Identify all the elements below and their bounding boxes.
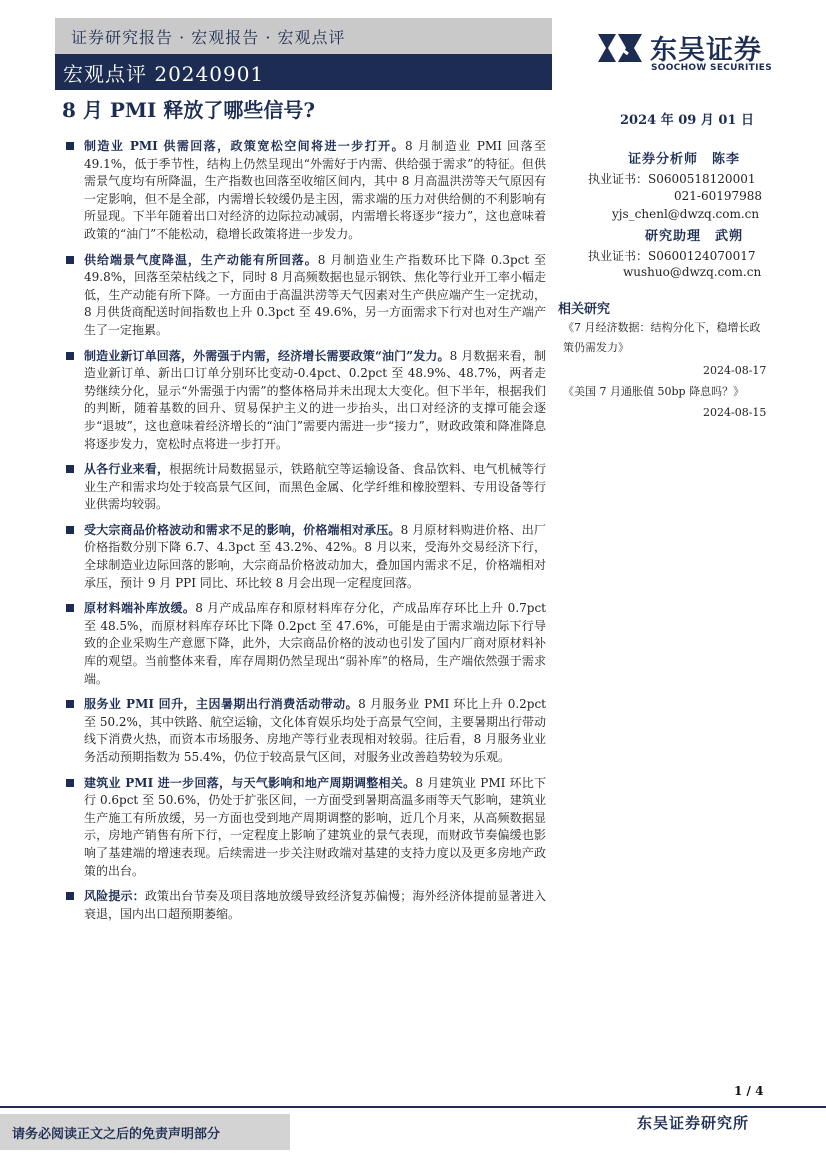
report-type: 宏观点评 20240901 [63,62,265,86]
paragraph-text: 8 月数据来看，制造业新订单、新出口订单分别环比变动-0.4pct、0.2pct 至 48.9%、48.7%，两者走势继续分化，显示“外需强于内需”的整体格局并未出现太大变化。但下半年，根据我们的判断，随着基数的回升、贸易保护主义的进一步抬头，出口对经济的支撑可能会逐步“退坡”，这也意味着经济增长的“油门”需要内需进一步“接力”，财政政策和降准降息将逐步发力，宽松时点将进一步打开。 [84,348,546,451]
analyst-name: 证券分析师 陈李 [628,152,741,167]
square-bullet-icon [66,256,74,264]
soochow-logo-icon [594,28,646,68]
page-title: 8 月 PMI 释放了哪些信号? [62,98,316,122]
summary-paragraph [66,522,546,592]
report-body [66,138,546,931]
related-research-heading: 相关研究 [558,302,611,317]
paragraph-text: 政策出台节奏及项目落地放缓导致经济复苏偏慢；海外经济体提前显著进入衰退，国内出口超预期萎缩。 [84,889,546,921]
paragraph-text: 8 月制造业 PMI 回落至 49.1%，低于季节性，结构上仍然呈现出“外需好于内需、供给强于需求”的特征。但供需景气度均有所降温，生产指数也回落至收缩区间内，其中 8 月高温洪涝等天气原因有一定影响，但不是全部，内需增长较缓仍是主因，需求端的压力对供给侧的不利影响有所显现。下半年随着出口对经济的边际拉动减弱，内需增长将逐步“接力”，这也意味着政策的“油门”不能松动，稳增长政策将进一步发力。 [84,139,547,241]
logo-name-cn: 东吴证券 [650,35,762,66]
footer-institute: 东吴证券研究所 [637,1114,750,1132]
analyst-phone: 021-60197988 [674,189,763,203]
company-logo [594,28,774,76]
paragraph-text: 8 月制造业生产指数环比下降 0.3pct 至 49.8%，回落至荣枯线之下，同时 8 月高频数据也显示钢铁、焦化等行业开工率小幅走低，生产动能有所下降。一方面由于高温洪涝等天气因素对生产供应端产生一定扰动，8 月供货商配送时间指数也上升 0.3pct 至 49.6%，另一方面需求下行对也对生产端产生了一定拖累。 [84,252,546,337]
paragraph-lead: 建筑业 PMI 进一步回落，与天气影响和地产周期调整相关。 [84,775,416,790]
analyst-license: 执业证书：S0600518120001 [588,172,756,186]
paragraph-lead: 受大宗商品价格波动和需求不足的影响，价格端相对承压。 [84,522,401,537]
square-bullet-icon [66,526,74,534]
paragraph-lead: 制造业新订单回落，外需强于内需，经济增长需要政策“油门”发力。 [84,348,450,363]
risk-warning-paragraph [66,888,546,923]
square-bullet-icon [66,779,74,787]
square-bullet-icon [66,352,74,360]
page-number: 1 / 4 [734,1084,764,1098]
related-item-date: 2024-08-15 [703,406,767,419]
paragraph-lead: 供给端景气度降温，生产动能有所回落。 [84,252,318,267]
square-bullet-icon [66,465,74,473]
assistant-license: 执业证书：S0600124070017 [588,249,756,263]
header-breadcrumb-bar [55,18,552,54]
summary-paragraph [66,252,546,340]
summary-paragraph [66,138,546,244]
footer-disclaimer-box [0,1114,290,1150]
related-item-date: 2024-08-17 [703,364,767,377]
report-date: 2024 年 09 月 01 日 [620,113,754,128]
paragraph-lead: 风险提示： [84,889,145,904]
paragraph-text: 8 月建筑业 PMI 环比下行 0.6pct 至 50.6%，仍处于扩张区间，一方面受到暑期高温多雨等天气影响，建筑业生产施工有所放缓，另一方面也受到地产周期调整的影响，近几个月来，从高频数据显示，房地产销售有所下行，一定程度上影响了建筑业的景气表现，而财政节奏偏缓也影响了基建端的增速表现。后续需进一步关注财政端对基建的支持力度以及更多房地产政策的出台。 [84,775,546,878]
square-bullet-icon [66,604,74,612]
summary-paragraph [66,600,546,688]
footer-disclaimer: 请务必阅读正文之后的免责声明部分 [12,1127,221,1142]
square-bullet-icon [66,892,74,900]
summary-paragraph [66,775,546,881]
paragraph-lead: 服务业 PMI 回升，主因暑期出行消费活动带动。 [84,697,359,712]
paragraph-lead: 制造业 PMI 供需回落，政策宽松空间将进一步打开。 [84,139,406,153]
square-bullet-icon [66,700,74,708]
paragraph-text: 根据统计局数据显示，铁路航空等运输设备、食品饮料、电气机械等行业生产和需求均处于较高景气区间，而黑色金属、化学纤维和橡胶塑料、专用设备等行业供需均较弱。 [84,462,546,512]
summary-paragraph [66,696,546,766]
square-bullet-icon [66,142,74,150]
paragraph-text: 8 月原材料购进价格、出厂价格指数分别下降 6.7、4.3pct 至 43.2%、42%。8 月以来，受海外交易经济下行，全球制造业边际回落的影响，大宗商品价格波动加大，叠加国内需求不足，价格端相对承压，预计 9 月 PPI 同比、环比较 8 月会出现一定程度回落。 [84,522,546,590]
report-type-bar [55,54,552,90]
related-item-title[interactable]: 《7 月经济数据：结构分化下，稳增长政策仍需发力》 [563,321,761,354]
breadcrumb: 证券研究报告 · 宏观报告 · 宏观点评 [71,28,346,47]
summary-paragraph [66,461,546,514]
assistant-name: 研究助理 武朔 [645,229,744,244]
analyst-email[interactable]: yjs_chenl@dwzq.com.cn [612,207,760,221]
paragraph-lead: 从各行业来看， [84,462,170,477]
paragraph-text: 8 月服务业 PMI 环比上升 0.2pct 至 50.2%，其中铁路、航空运输，文化体育娱乐均处于高景气空间，主要暑期出行带动线下消费火热，而资本市场服务、房地产等行业表现相对较弱。往后看，8 月服务业业务活动预期指数为 55.4%，仍位于较高景气区间，对服务业改善趋势较为乐观。 [84,697,546,764]
assistant-email[interactable]: wushuo@dwzq.com.cn [623,265,762,279]
paragraph-lead: 原材料端补库放缓。 [84,601,196,616]
summary-paragraph [66,348,546,454]
footer-divider [0,1106,826,1108]
logo-name-en: SOOCHOW SECURITIES [651,63,772,73]
related-item-title[interactable]: 《美国 7 月通胀值 50bp 降息吗？》 [563,385,745,398]
paragraph-text: 8 月产成品库存和原材料库存分化，产成品库存环比上升 0.7pct 至 48.5%，而原材料库存环比下降 0.2pct 至 47.6%，可能是由于需求端边际下行导致的企业采购生产意愿下降，此外，大宗商品价格的波动也引发了国内厂商对原材料补库的观望。当前整体来看，库存周期仍然呈现出“弱补库”的格局，生产端依然强于需求端。 [84,601,546,686]
